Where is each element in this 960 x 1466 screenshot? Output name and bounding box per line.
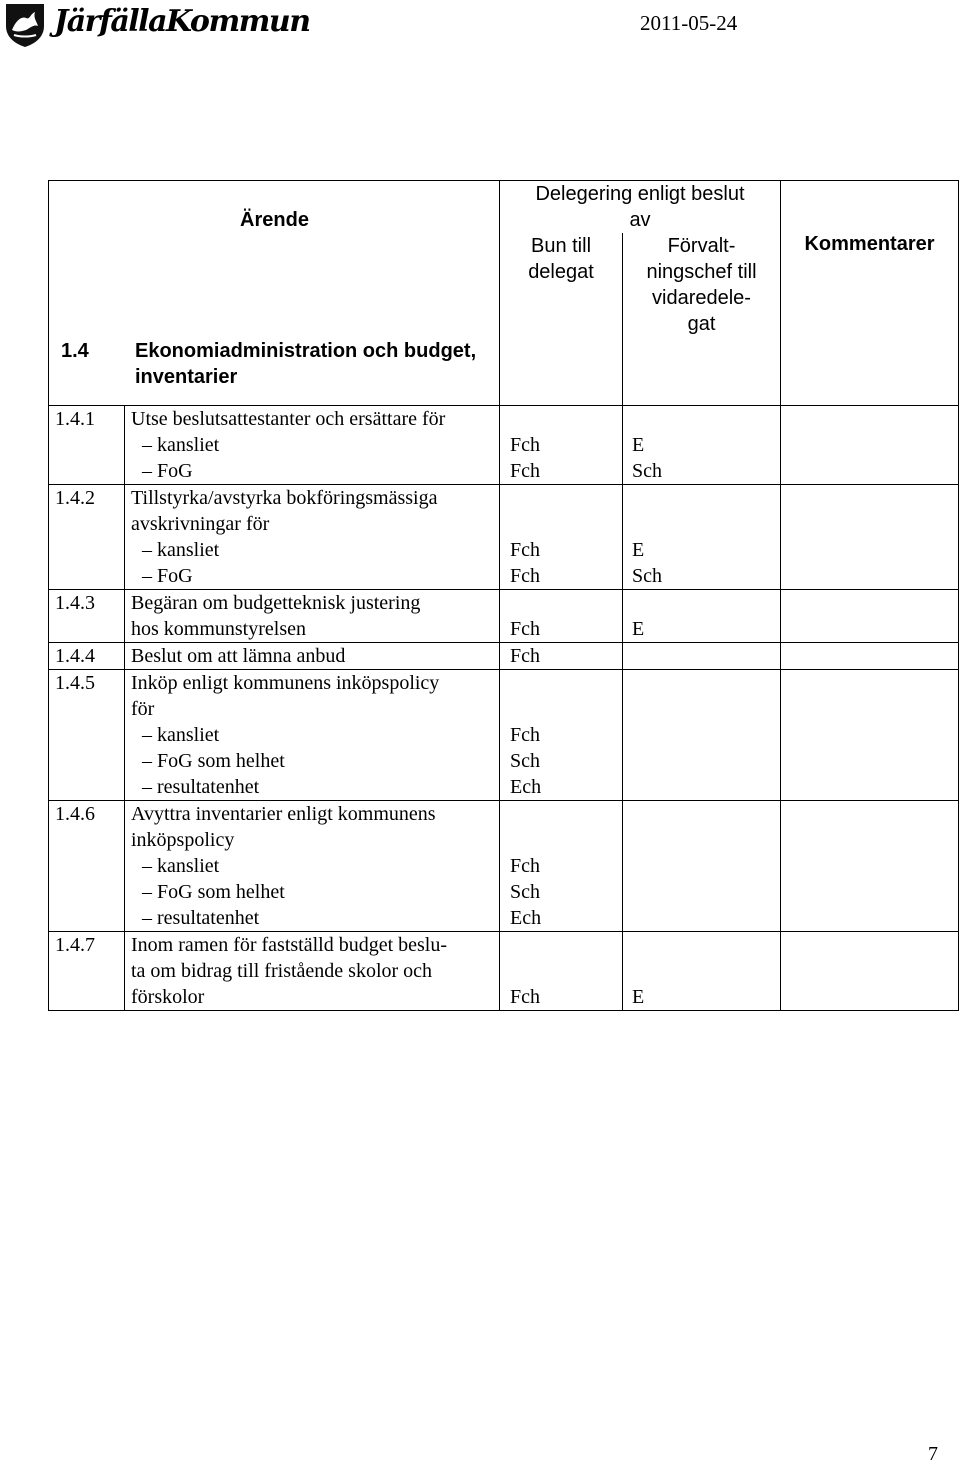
- table-row: [49, 670, 959, 801]
- row-text: Tillstyrka/avstyrka bokföringsmässiga: [131, 487, 438, 509]
- forvaltningschef-delegate-value: [623, 905, 780, 931]
- forvaltningschef-delegate-value: [623, 643, 780, 669]
- forvaltningschef-delegate-value: [623, 696, 780, 722]
- row-subitem-text: – kansliet: [142, 724, 220, 746]
- bun-delegate-value: [500, 932, 622, 958]
- row-text: Beslut om att lämna anbud: [131, 645, 346, 667]
- table-row: [49, 406, 959, 485]
- forvaltningschef-delegate-value: [623, 485, 780, 511]
- forvaltningschef-delegate-value: [623, 932, 780, 958]
- row-forvaltningschef-cell: [623, 801, 781, 932]
- municipality-logo-text: JärfällaKommun: [54, 4, 310, 39]
- row-bun-cell: [500, 643, 623, 670]
- table-row: [49, 485, 959, 590]
- forvaltningschef-delegate-value: E: [632, 434, 645, 456]
- row-comment-cell: [781, 406, 959, 485]
- row-comment-cell: [781, 485, 959, 590]
- forvaltningschef-delegate-value: [623, 774, 780, 800]
- table-row: [49, 801, 959, 932]
- bun-delegate-value: Fch: [510, 434, 540, 456]
- row-subitem-text: – FoG som helhet: [142, 750, 285, 772]
- row-number: 1.4.7: [55, 934, 95, 956]
- forvaltningschef-delegate-value: E: [632, 618, 645, 640]
- bun-delegate-value: Fch: [510, 539, 540, 561]
- forvaltningschef-header: Förvalt- ningschef till vidaredele- gat: [623, 233, 781, 406]
- forvaltningschef-delegate-value: [623, 958, 780, 984]
- row-text: förskolor: [131, 986, 205, 1008]
- row-text: Avyttra inventarier enligt kommunens: [131, 803, 436, 825]
- row-text: Begäran om budgetteknisk justering: [131, 592, 421, 614]
- forvaltningschef-delegate-value: E: [632, 986, 645, 1008]
- row-text: Inom ramen för fastställd budget beslu-: [131, 934, 448, 956]
- row-subitem-text: – resultatenhet: [142, 776, 260, 798]
- row-forvaltningschef-cell: [623, 643, 781, 670]
- forvaltningschef-delegate-value: E: [632, 539, 645, 561]
- row-text-cell: [125, 670, 500, 801]
- bun-delegate-value: Fch: [510, 618, 540, 640]
- row-text: för: [131, 698, 155, 720]
- bun-delegate-value: [500, 827, 622, 853]
- row-forvaltningschef-cell: [623, 406, 781, 485]
- row-comment-cell: [781, 801, 959, 932]
- row-number-cell: [49, 485, 125, 590]
- row-subitem-text: – kansliet: [142, 434, 220, 456]
- forvaltningschef-delegate-value: [623, 827, 780, 853]
- forvaltningschef-delegate-value: [623, 511, 780, 537]
- row-bun-cell: [500, 932, 623, 1011]
- row-text: inköpspolicy: [131, 829, 235, 851]
- row-number-cell: [49, 801, 125, 932]
- forvaltningschef-delegate-value: [623, 853, 780, 879]
- bun-delegate-value: Fch: [510, 855, 540, 877]
- bun-delegate-value: [500, 485, 622, 511]
- bun-delegate-value: [500, 958, 622, 984]
- row-number-cell: [49, 406, 125, 485]
- section-number: 1.4: [61, 340, 89, 362]
- kommentarer-header: Kommentarer: [804, 233, 935, 255]
- forvaltningschef-delegate-value: [623, 801, 780, 827]
- row-bun-cell: [500, 670, 623, 801]
- page-header: [0, 0, 960, 56]
- row-comment-cell: [781, 670, 959, 801]
- row-subitem-text: – kansliet: [142, 855, 220, 877]
- row-subitem-text: – resultatenhet: [142, 907, 260, 929]
- forvaltningschef-delegate-value: [623, 722, 780, 748]
- bun-delegate-value: Fch: [510, 460, 540, 482]
- page-number: 7: [928, 1443, 938, 1465]
- bun-delegate-value: [500, 670, 622, 696]
- table-row: [49, 590, 959, 643]
- bun-delegate-value: Fch: [510, 986, 540, 1008]
- bun-delegate-value: [500, 696, 622, 722]
- row-bun-cell: [500, 485, 623, 590]
- bun-header: Bun till delegat: [500, 233, 623, 406]
- row-number-cell: [49, 932, 125, 1011]
- row-number: 1.4.3: [55, 592, 95, 614]
- forvaltningschef-delegate-value: [623, 670, 780, 696]
- row-number-cell: [49, 643, 125, 670]
- row-text-cell: [125, 406, 500, 485]
- bun-delegate-value: Sch: [510, 750, 540, 772]
- bun-delegate-value: Fch: [510, 565, 540, 587]
- row-text-cell: [125, 801, 500, 932]
- row-comment-cell: [781, 932, 959, 1011]
- forvaltningschef-delegate-value: [623, 879, 780, 905]
- table-header-row: [49, 181, 959, 234]
- row-number: 1.4.4: [55, 645, 95, 667]
- bun-delegate-value: Sch: [510, 881, 540, 903]
- row-subitem-text: – FoG som helhet: [142, 881, 285, 903]
- row-text-cell: [125, 643, 500, 670]
- row-text-cell: [125, 485, 500, 590]
- kommentarer-header-cell: [781, 181, 959, 406]
- row-number: 1.4.6: [55, 803, 95, 825]
- row-subitem-text: – FoG: [142, 565, 193, 587]
- section-title: Ekonomiadministration och budget, inventarier: [135, 340, 477, 388]
- row-number: 1.4.5: [55, 672, 95, 694]
- bun-delegate-value: Fch: [510, 645, 540, 667]
- row-text: hos kommunstyrelsen: [131, 618, 306, 640]
- document-date: 2011-05-24: [640, 11, 738, 35]
- bun-delegate-value: Fch: [510, 724, 540, 746]
- row-text: Inköp enligt kommunens inköpspolicy: [131, 672, 440, 694]
- row-text-cell: [125, 590, 500, 643]
- bun-delegate-value: Ech: [510, 776, 542, 798]
- row-text: avskrivningar för: [131, 513, 270, 535]
- delegation-header: Delegering enligt beslut av: [500, 181, 781, 234]
- row-number-cell: [49, 670, 125, 801]
- row-text: ta om bidrag till fristående skolor och: [131, 960, 433, 982]
- row-text-cell: [125, 932, 500, 1011]
- bun-delegate-value: [500, 801, 622, 827]
- arende-header-cell: [49, 181, 500, 406]
- table-row: [49, 643, 959, 670]
- forvaltningschef-delegate-value: [623, 406, 780, 432]
- row-subitem-text: – kansliet: [142, 539, 220, 561]
- forvaltningschef-delegate-value: [623, 590, 780, 616]
- row-forvaltningschef-cell: [623, 590, 781, 643]
- bun-delegate-value: [500, 511, 622, 537]
- row-bun-cell: [500, 406, 623, 485]
- delegation-table: [48, 180, 959, 1011]
- row-bun-cell: [500, 590, 623, 643]
- row-bun-cell: [500, 801, 623, 932]
- row-forvaltningschef-cell: [623, 932, 781, 1011]
- bun-delegate-value: Ech: [510, 907, 542, 929]
- forvaltningschef-delegate-value: Sch: [632, 565, 662, 587]
- row-forvaltningschef-cell: [623, 670, 781, 801]
- arende-header: Ärende: [240, 209, 309, 231]
- bun-delegate-value: [500, 406, 622, 432]
- row-comment-cell: [781, 590, 959, 643]
- row-subitem-text: – FoG: [142, 460, 193, 482]
- row-forvaltningschef-cell: [623, 485, 781, 590]
- row-text: Utse beslutsattestanter och ersättare för: [131, 408, 446, 430]
- municipality-crest-icon: [4, 2, 46, 48]
- row-comment-cell: [781, 643, 959, 670]
- bun-delegate-value: [500, 590, 622, 616]
- row-number: 1.4.1: [55, 408, 95, 430]
- forvaltningschef-delegate-value: [623, 748, 780, 774]
- row-number-cell: [49, 590, 125, 643]
- row-number: 1.4.2: [55, 487, 95, 509]
- table-row: [49, 932, 959, 1011]
- forvaltningschef-delegate-value: Sch: [632, 460, 662, 482]
